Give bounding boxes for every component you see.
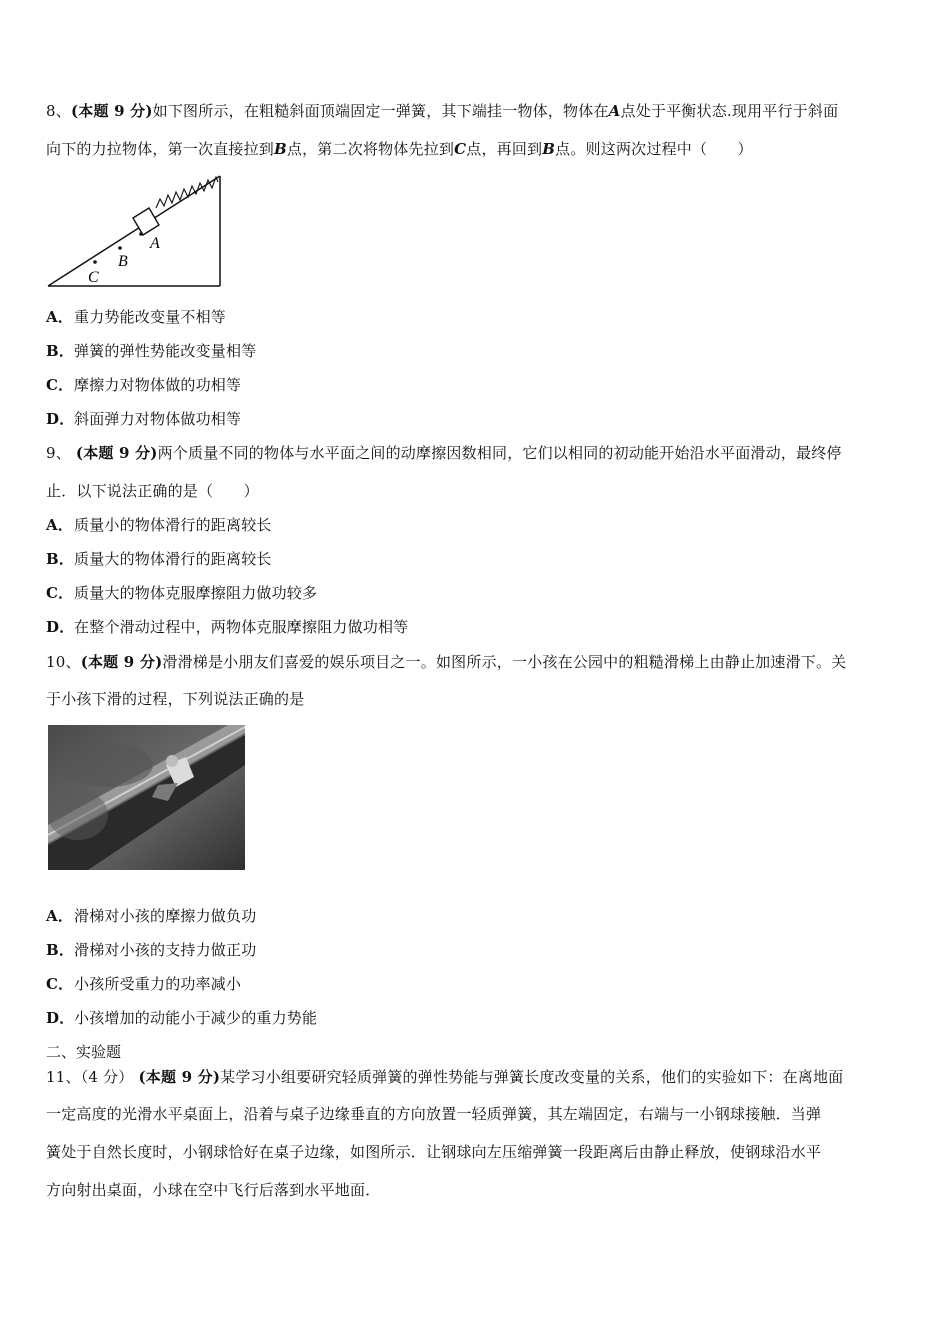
q9-option-d: D．在整个滑动过程中，两物体克服摩擦阻力做功相等 xyxy=(46,618,409,636)
incline-plane xyxy=(48,176,220,286)
q8-line2-b: 点，第二次将物体先拉到 xyxy=(286,140,455,158)
q9-option-a: A．质量小的物体滑行的距离较长 xyxy=(46,516,272,534)
q11-line-1: 11、（4 分） (本题 9 分)某学习小组要研究轻质弹簧的弹性势能与弹簧长度改变量的关系，他们的实验如下：在离地面 xyxy=(46,1068,844,1086)
q9-option-b: B．质量大的物体滑行的距离较长 xyxy=(46,550,272,568)
label-a: A xyxy=(150,235,160,252)
q11-line-4: 方向射出桌面，小球在空中飞行后落到水平地面． xyxy=(46,1181,381,1199)
q10-tag: (本题 9 分) xyxy=(80,653,163,671)
q8-line-2 xyxy=(46,139,908,159)
q8-point-a: A xyxy=(608,102,621,120)
q10-option-c: C．小孩所受重力的功率减小 xyxy=(46,975,242,993)
q9-tag: (本题 9 分) xyxy=(75,444,158,462)
q9-line-2: 止．以下说法正确的是（ ） xyxy=(46,482,259,500)
section-title: 二、实验题 xyxy=(46,1043,122,1061)
q8-option-d: D．斜面弹力对物体做功相等 xyxy=(46,410,242,428)
q8-line2-a: 向下的力拉物体，第一次直接拉到 xyxy=(46,140,275,158)
q8-option-b: B．弹簧的弹性势能改变量相等 xyxy=(46,342,257,360)
q8-point-b: B xyxy=(274,140,287,158)
q8-line1-b: 点处于平衡状态.现用平行于斜面 xyxy=(620,102,839,120)
q10-line-1: 10、(本题 9 分)滑滑梯是小朋友们喜爱的娱乐项目之一。如图所示，一小孩在公园中的粗糙滑梯上由静止加速滑下。关 xyxy=(46,653,847,671)
point-a-dot xyxy=(139,232,143,236)
q8-point-b2: B xyxy=(542,140,556,158)
q8-point-c: C xyxy=(454,140,467,158)
q9-line-1: 9、 (本题 9 分)两个质量不同的物体与水平面之间的动摩擦因数相同，它们以相同的初动能开始沿水平面滑动，最终停 xyxy=(46,444,842,462)
q8-tag: (本题 9 分) xyxy=(70,102,153,120)
q8-option-c: C．摩擦力对物体做的功相等 xyxy=(46,376,242,394)
q10-line-2: 于小孩下滑的过程，下列说法正确的是 xyxy=(46,690,305,708)
q8-line2-d: 点。则这两次过程中（ ） xyxy=(555,140,753,158)
q10-option-a: A．滑梯对小孩的摩擦力做负功 xyxy=(46,907,257,925)
q8-number: 8、 xyxy=(46,102,71,120)
point-c-dot xyxy=(93,260,97,264)
q8-line-1 xyxy=(46,101,908,121)
q10-number: 10、 xyxy=(46,653,81,671)
q11-score: （4 分） xyxy=(80,1068,134,1086)
q8-option-a: A．重力势能改变量不相等 xyxy=(46,308,227,326)
q11-number: 11、 xyxy=(46,1068,81,1086)
q8-line2-c: 点，再回到 xyxy=(466,140,543,158)
q8-line1-a: 如下图所示，在粗糙斜面顶端固定一弹簧，其下端挂一物体，物体在 xyxy=(152,102,609,120)
point-b-dot xyxy=(118,246,122,250)
incline-spring-figure xyxy=(46,168,226,290)
q11-tag: (本题 9 分) xyxy=(138,1068,221,1086)
q10-option-b: B．滑梯对小孩的支持力做正功 xyxy=(46,941,257,959)
q11-line-2: 一定高度的光滑水平桌面上，沿着与桌子边缘垂直的方向放置一轻质弹簧，其左端固定，右端与一小钢球接触．当弹 xyxy=(46,1105,822,1123)
label-b: B xyxy=(118,253,128,270)
slide-photo xyxy=(48,725,245,870)
q9-number: 9、 xyxy=(46,444,71,462)
block xyxy=(133,208,159,235)
q9-option-c: C．质量大的物体克服摩擦阻力做功较多 xyxy=(46,584,318,602)
slide-photo-illustration xyxy=(48,725,245,870)
label-c: C xyxy=(88,269,99,286)
q10-option-d: D．小孩增加的动能小于减少的重力势能 xyxy=(46,1009,318,1027)
q11-line-3: 簧处于自然长度时，小钢球恰好在桌子边缘，如图所示．让钢球向左压缩弹簧一段距离后由静止释放，使钢球沿水平 xyxy=(46,1143,822,1161)
spring xyxy=(156,177,218,208)
